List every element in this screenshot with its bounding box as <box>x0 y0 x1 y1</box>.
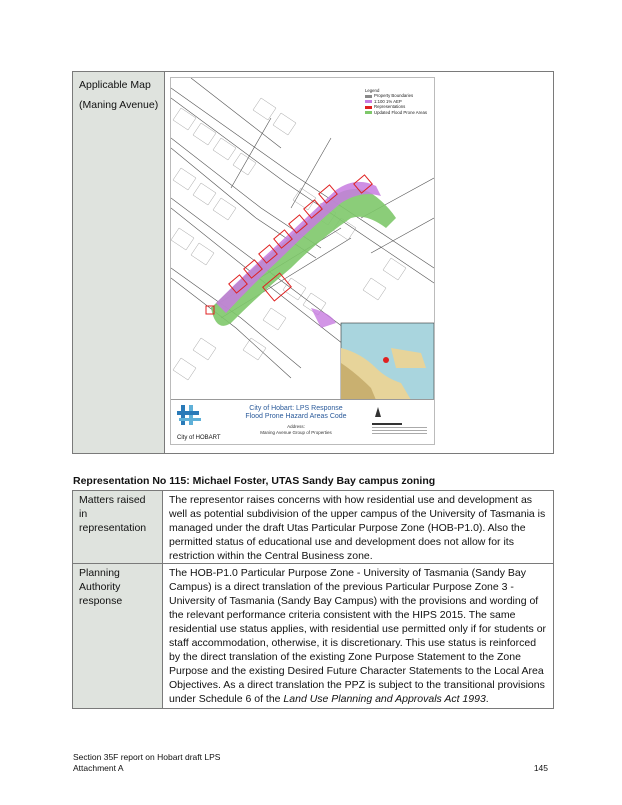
legend-item-property: Property Boundaries <box>365 93 431 98</box>
legend-item-flood: Updated Flood Prone Areas <box>365 110 431 115</box>
logo-text: City of HOBART <box>177 435 221 441</box>
matters-label: Matters raised in representation <box>73 491 163 563</box>
map-address: Address: Maning Avenue Group of Properties <box>260 424 332 435</box>
legend-item-aep: 1:100 1% AEP <box>365 99 431 104</box>
representation-table <box>72 490 554 709</box>
map-label-cell <box>73 72 165 453</box>
response-text: The HOB-P1.0 Particular Purpose Zone - University of Tasmania (Sandy Bay Campus) is a direct translation of the previous Particular Purpose Zone 3 - University of Tasmania (Sandy Bay Campus) with the provisions and wording of the relevant performance criteria consistent with the HIPS 2015. The same residential use status applies, with residential use permitted only if for students or staff accommodation, otherwise, it is discretionary. This use status is reinforced by the direct translation of the existing Zone Purpose Statement to the Zone Purpose and the existing Desired Future Character Statements to the Local Area Objectives. As a direct translation the PPZ is subject to the transitional provisions under Schedule 6 of the Land Use Planning and Approvals Act 1993. <box>163 563 553 708</box>
footer-line1: Section 35F report on Hobart draft LPS <box>73 752 221 762</box>
legend-swatch-flood <box>365 111 372 114</box>
matters-text: The representor raises concerns with how residential use and development as well as potential subdivision of the upper campus of the University of Tasmania is managed under the draft Utas Particular Purpose Zone (HOB-P1.0). Also the permitted status of educational use and development does not allow for its restriction within the Central Business zone. <box>169 494 546 562</box>
legend-item-representations: Representations <box>365 104 431 109</box>
footer-line2: Attachment A <box>73 763 124 773</box>
map-title-line2: Flood Prone Hazard Areas Code <box>245 413 347 420</box>
act-title: Land Use Planning and Approvals Act 1993 <box>283 693 486 705</box>
page-number: 145 <box>533 763 548 773</box>
inset-map <box>341 323 434 400</box>
legend-swatch-aep <box>365 100 372 103</box>
footer <box>73 752 220 774</box>
legend-swatch-representations <box>365 106 372 109</box>
map-label-line1: Applicable Map <box>79 79 151 91</box>
north-arrow-scale <box>370 403 430 441</box>
map-graphic <box>171 78 434 400</box>
map-table <box>72 71 554 454</box>
map-label-line2: (Maning Avenue) <box>79 99 159 111</box>
legend-title: Legend <box>365 88 380 93</box>
hobart-logo-icon <box>177 403 203 429</box>
map-legend <box>363 87 433 121</box>
flood-map <box>170 77 435 445</box>
map-title-line1: City of Hobart: LPS Response <box>249 405 343 412</box>
representation-heading: Representation No 115: Michael Foster, UTAS Sandy Bay campus zoning <box>73 475 436 487</box>
map-title-block <box>171 399 434 444</box>
legend-swatch-property <box>365 95 372 98</box>
map-cell <box>165 72 553 453</box>
hobart-logo <box>177 403 221 441</box>
response-label: Planning Authority response <box>73 563 163 708</box>
